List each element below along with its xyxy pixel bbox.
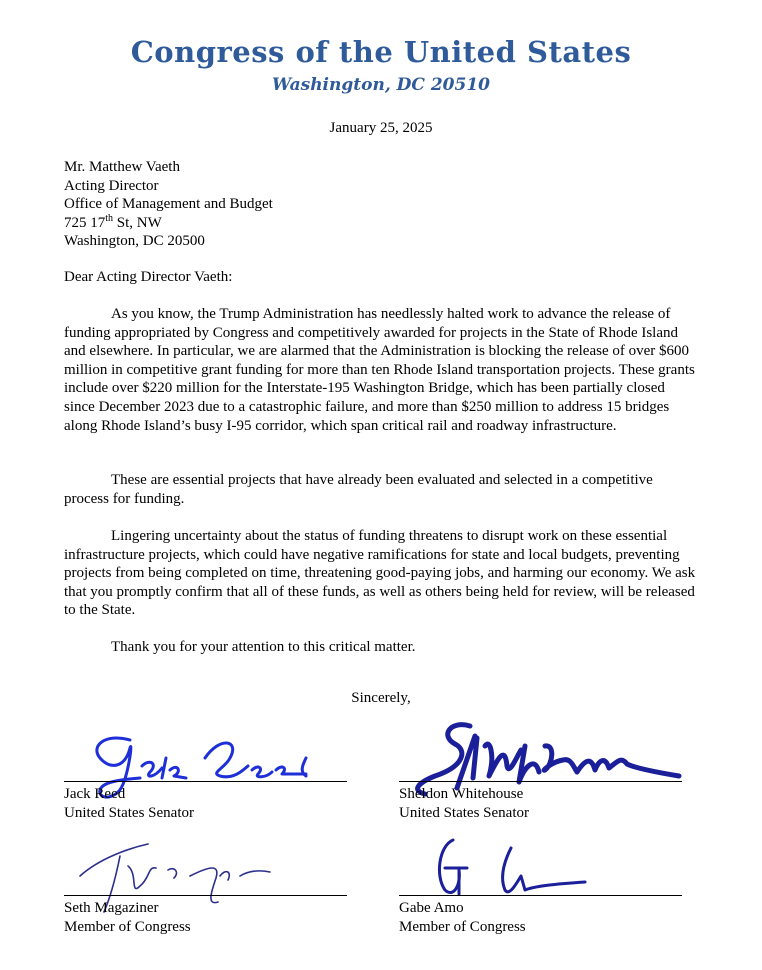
signature-line-1: [64, 781, 347, 782]
closing: Sincerely,: [351, 690, 411, 706]
street-rest: St, NW: [113, 214, 162, 231]
street-suffix: th: [105, 212, 114, 224]
signatory-3-name: Seth Magaziner: [64, 900, 159, 916]
signatory-1-name: Jack Reed: [64, 786, 126, 802]
recipient-office: Office of Management and Budget: [64, 196, 273, 213]
signatory-2: [399, 785, 529, 822]
signatory-4-title: Member of Congress: [399, 918, 526, 935]
signatory-1-title: United States Senator: [64, 804, 194, 821]
body-paragraph-3: Lingering uncertainty about the status of funding threatens to disrupt work on these essential infrastructure projects, which could have negative ramifications for state and local budgets, preventing projects from being completed on time, threatening good-paying jobs, and harming our economy. We ask that you promptly confirm that all of these funds, as well as others being held for review, will be released to the State.: [64, 528, 696, 619]
recipient-street: [64, 214, 273, 233]
letter-date: January 25, 2025: [329, 120, 433, 136]
salutation: Dear Acting Director Vaeth:: [64, 269, 233, 285]
letterhead-title: Congress of the United States: [130, 35, 632, 69]
recipient-city: Washington, DC 20500: [64, 233, 205, 250]
letterhead-location: Washington, DC 20510: [272, 75, 490, 95]
signature-gabe-amo: [425, 836, 595, 901]
signature-line-2: [399, 781, 682, 782]
signatory-1: [64, 785, 194, 822]
signatory-4: [399, 899, 526, 936]
signature-line-3: [64, 895, 347, 896]
signatory-4-name: Gabe Amo: [399, 900, 464, 916]
signatory-3-title: Member of Congress: [64, 918, 191, 935]
street-number: 725 17: [64, 214, 106, 231]
recipient-title: Acting Director: [64, 177, 159, 194]
body-paragraph-1: As you know, the Trump Administration has needlessly halted work to advance the release of funding appropriated by Congress and competitively awarded for projects in the State of Rhode Island and elsewhere. In particular, we are alarmed that the Administration is blocking the release of over $600 million in competitive grant funding for more than ten Rhode Island transportation projects. These grants include over $220 million for the Interstate-195 Washington Bridge, which has been partially closed since December 2023 due to a catastrophic failure, and more than $250 million to address 15 bridges along Rhode Island’s busy I-95 corridor, which span critical rail and roadway infrastructure.: [64, 306, 695, 434]
signatory-2-title: United States Senator: [399, 804, 529, 821]
body-paragraph-2: These are essential projects that have already been evaluated and selected in a competitive process for funding.: [64, 472, 653, 507]
body-paragraph-4: Thank you for your attention to this critical matter.: [111, 639, 416, 655]
recipient-address: [64, 158, 273, 251]
signatory-3: [64, 899, 191, 936]
signatory-2-name: Sheldon Whitehouse: [399, 786, 524, 802]
recipient-name: Mr. Matthew Vaeth: [64, 159, 180, 175]
signature-line-4: [399, 895, 682, 896]
